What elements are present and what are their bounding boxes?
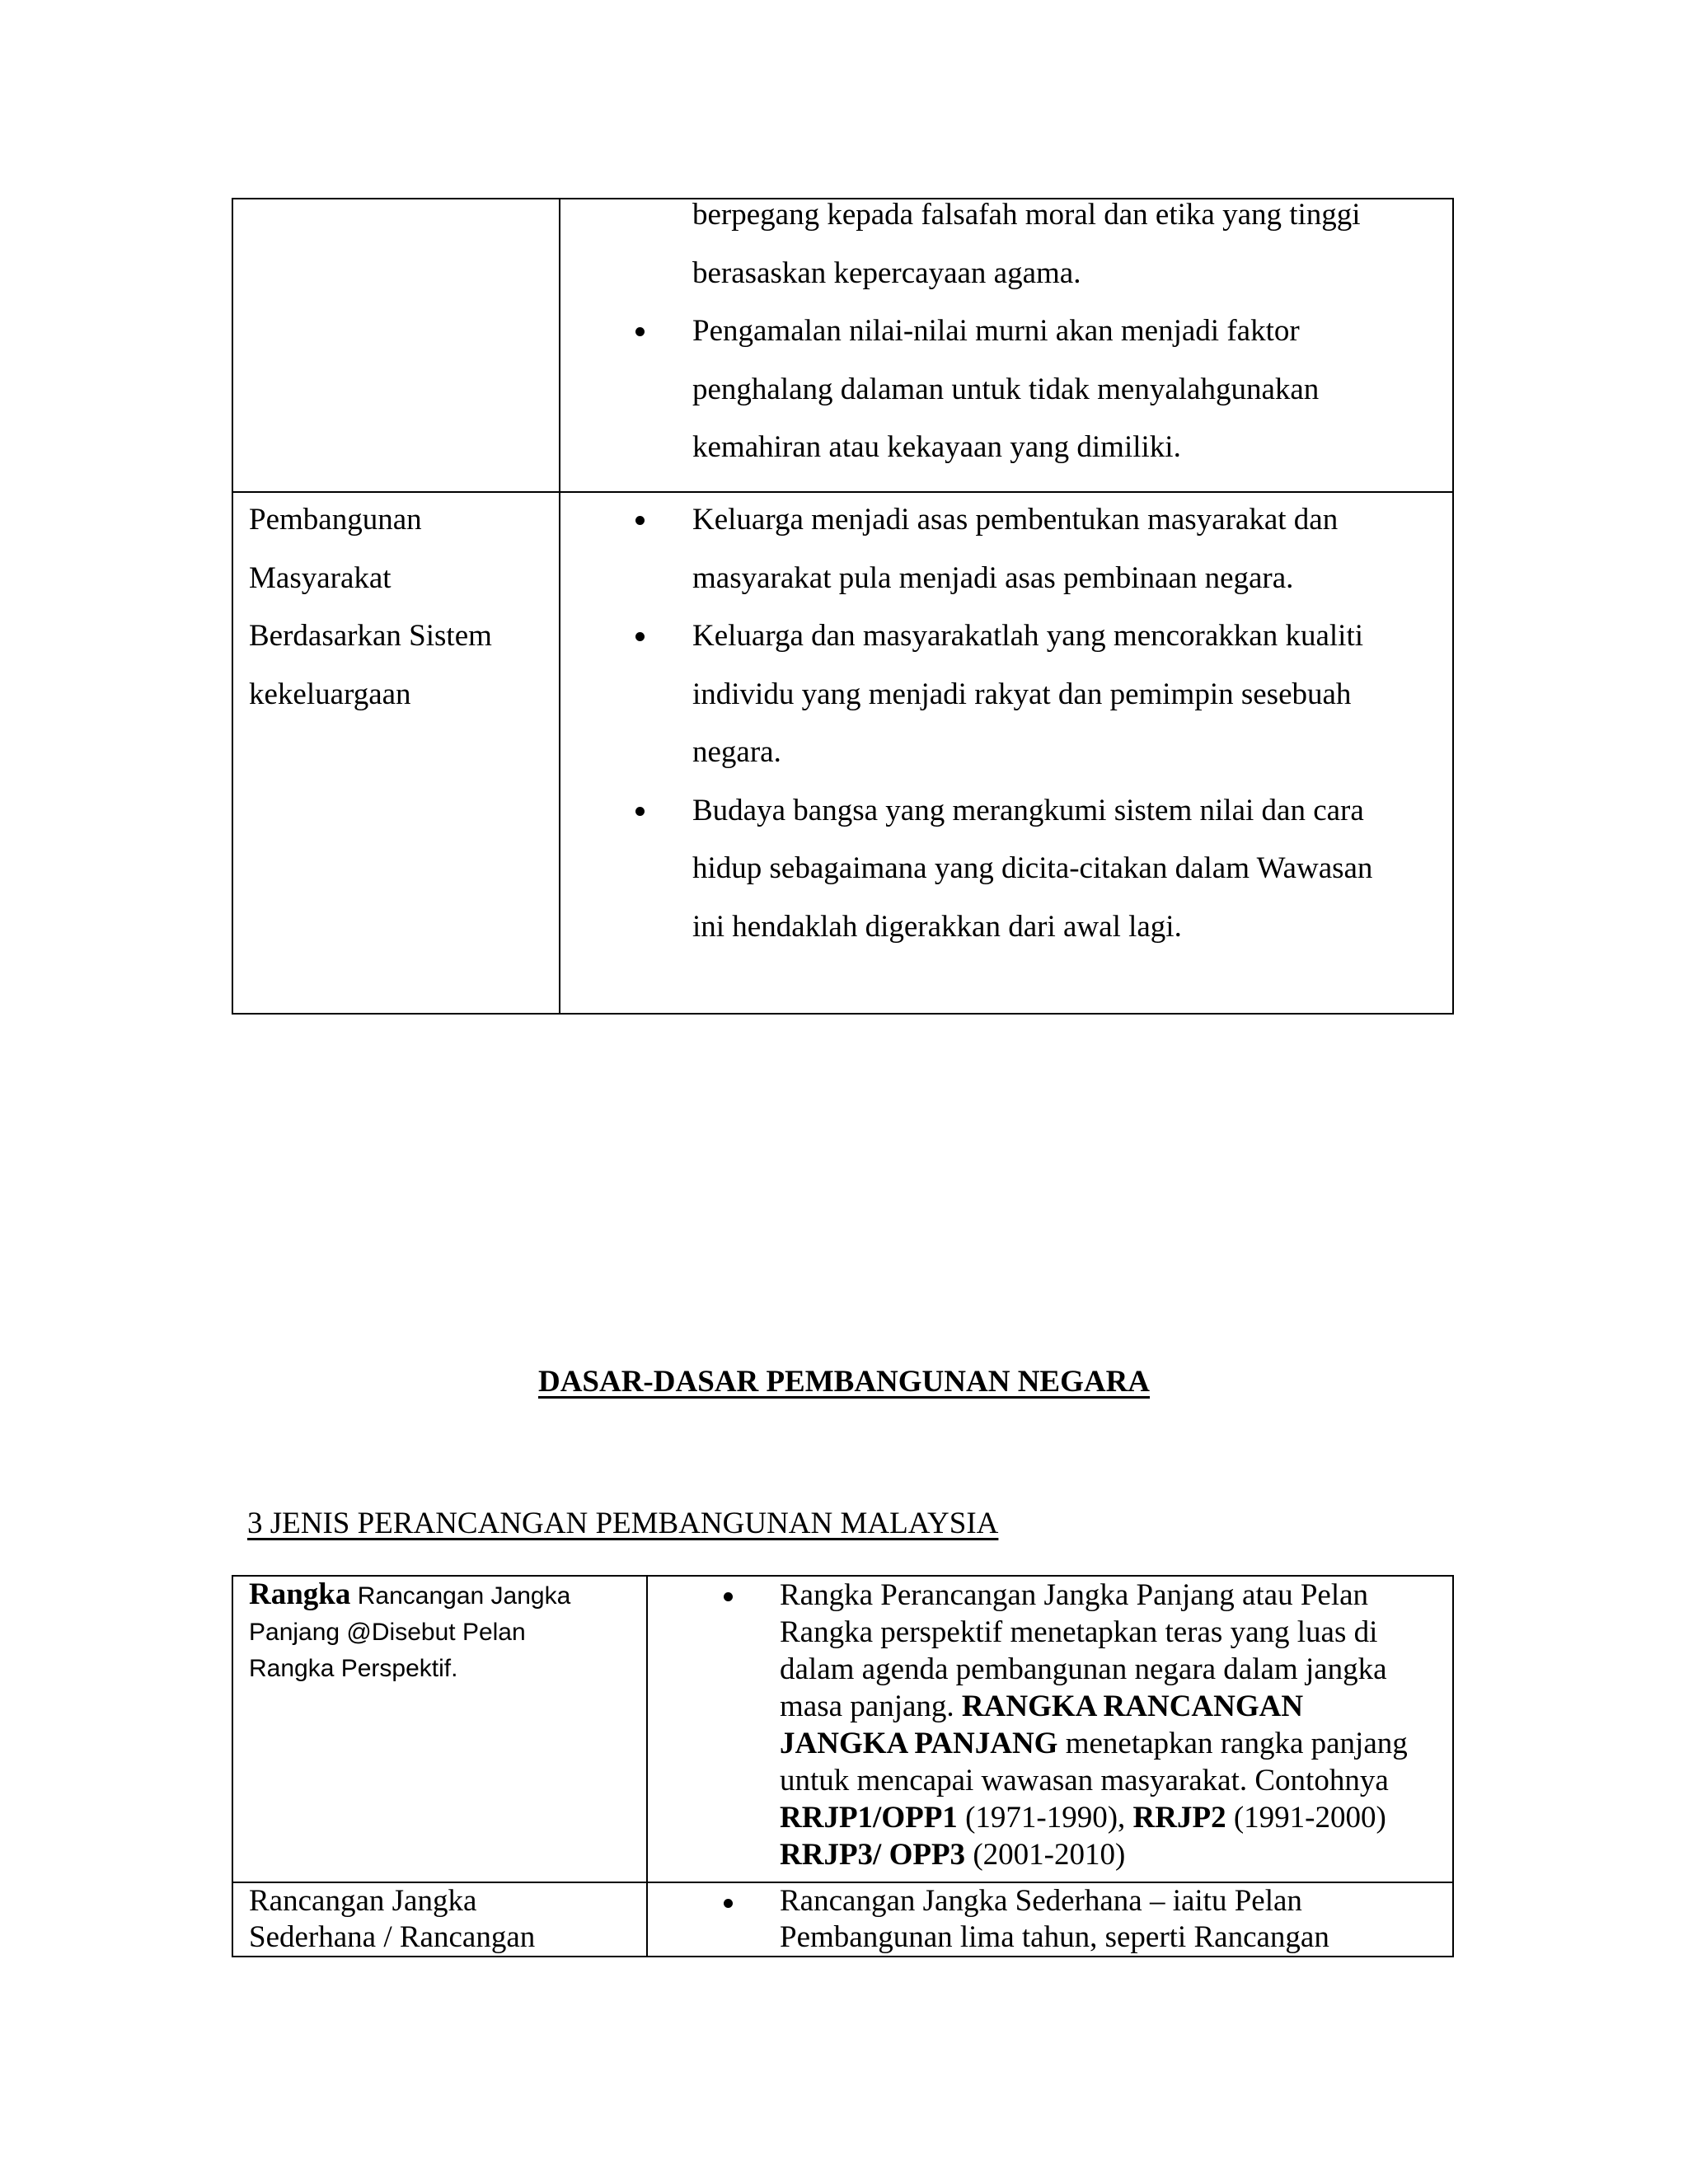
table-row: [232, 1882, 1453, 1957]
continued-text: berpegang kepada falsafah moral dan etika yang tinggi berasaskan kepercayaan agama.: [692, 198, 1361, 290]
bullet-list: [577, 302, 1439, 477]
table-cell-label: Pembangunan Masyarakat Berdasarkan Sistem kekeluargaan: [232, 492, 560, 1014]
planning-types-table: [232, 1575, 1454, 1957]
table-cell-label: Rangka Rancangan Jangka Panjang @Disebut Pelan Rangka Perspektif.: [232, 1576, 647, 1882]
table-row: [232, 492, 1453, 1014]
table-cell-label: Rancangan Jangka Sederhana / Rancangan: [232, 1882, 647, 1957]
table-cell-label: [232, 199, 560, 492]
list-item: Rancangan Jangka Sederhana – iaitu Pelan Pembangunan lima tahun, seperti Rancangan: [664, 1883, 1439, 1956]
table-row: [232, 1576, 1453, 1882]
values-table: [232, 198, 1454, 1015]
table-row: [232, 199, 1453, 492]
list-item: Budaya bangsa yang merangkumi sistem nilai dan cara hidup sebagaimana yang dicita-citakan dalam Wawasan ini hendaklah digerakkan dari awal lagi.: [577, 782, 1439, 957]
table-cell-content: [560, 199, 1453, 492]
section-heading: DASAR-DASAR PEMBANGUNAN NEGARA: [537, 1365, 1151, 1399]
table-cell-content: [647, 1576, 1453, 1882]
section-subtitle: 3 JENIS PERANCANGAN PEMBANGUNAN MALAYSIA: [247, 1507, 999, 1540]
list-item: Keluarga menjadi asas pembentukan masyarakat dan masyarakat pula menjadi asas pembinaan negara.: [577, 491, 1439, 607]
list-item: Pengamalan nilai-nilai murni akan menjadi faktor penghalang dalaman untuk tidak menyalahgunakan kemahiran atau kekayaan yang dimiliki.: [577, 302, 1439, 477]
list-item: Rangka Perancangan Jangka Panjang atau Pelan Rangka perspektif menetapkan teras yang luas di dalam agenda pembangunan negara dalam jangka masa panjang. RANGKA RANCANGAN JANGKA PANJANG menetapkan rangka panjang untuk mencapai wawasan masyarakat. Contohnya RRJP1/OPP1 (1971-1990), RRJP2 (1991-2000) RRJP3/ OPP3 (2001-2010): [664, 1577, 1439, 1873]
bullet-list: [664, 1883, 1439, 1956]
list-item: Keluarga dan masyarakatlah yang mencorakkan kualiti individu yang menjadi rakyat dan pemimpin sesebuah negara.: [577, 607, 1439, 782]
table-cell-content: [560, 492, 1453, 1014]
table-cell-content: [647, 1882, 1453, 1957]
bullet-list: [664, 1577, 1439, 1873]
bullet-list: [577, 491, 1439, 956]
